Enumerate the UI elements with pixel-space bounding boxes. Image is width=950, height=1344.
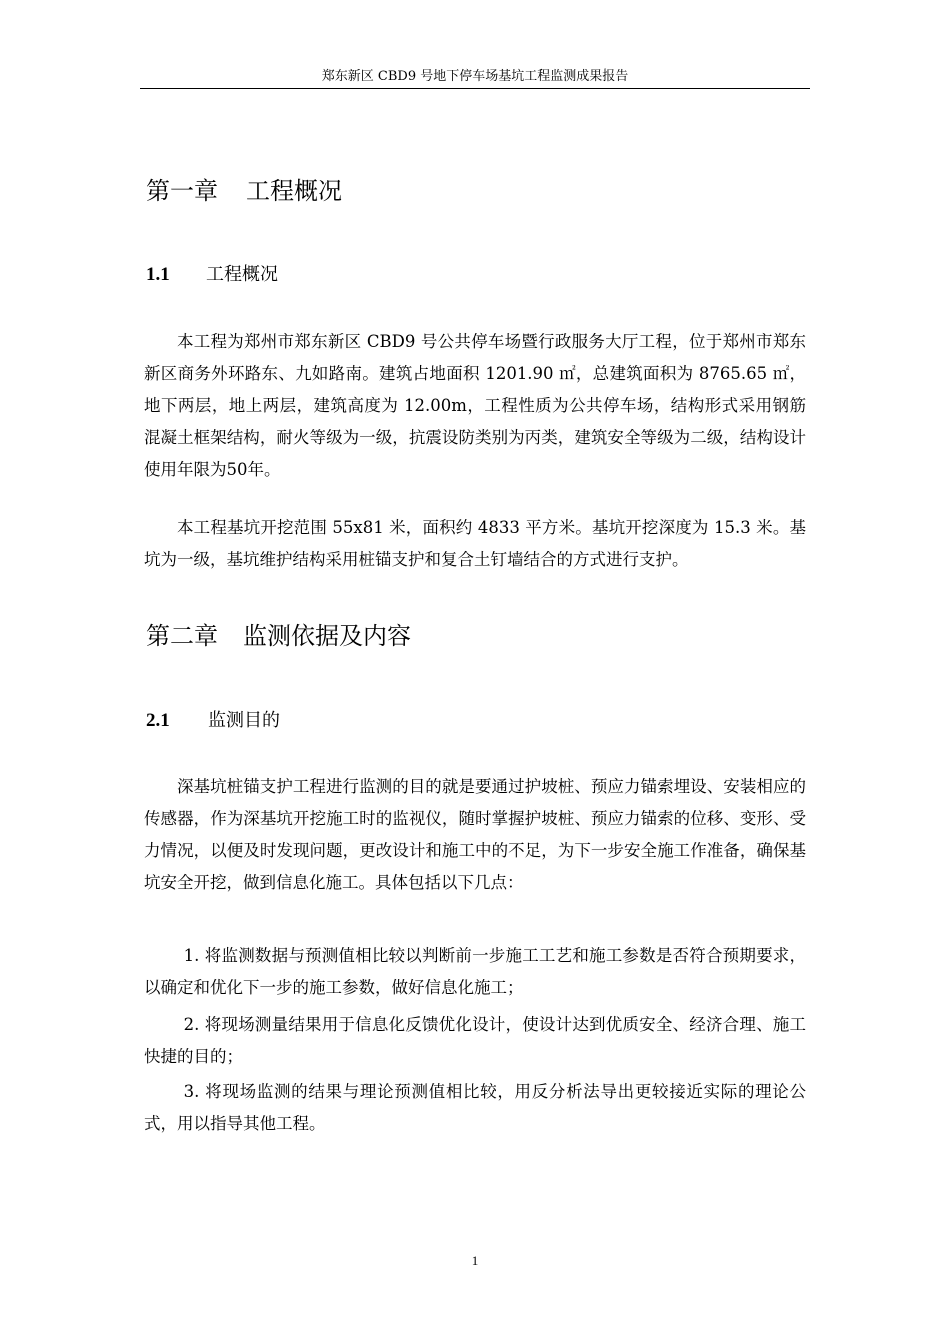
paragraph: 本工程基坑开挖范围 55x81 米，面积约 4833 平方米。基坑开挖深度为 15.3 米。基坑为一级，基坑维护结构采用桩锚支护和复合土钉墙结合的方式进行支护。 <box>144 518 806 569</box>
section-heading-2-1 <box>146 707 280 734</box>
chapter-number: 第二章 <box>146 622 218 650</box>
page-number: 1 <box>471 1253 479 1268</box>
running-header: 郑东新区 CBD9 号地下停车场基坑工程监测成果报告 <box>321 69 629 84</box>
header-rule <box>140 88 810 89</box>
paragraph: 深基坑桩锚支护工程进行监测的目的就是要通过护坡桩、预应力锚索埋设、安装相应的传感器，作为深基坑开挖施工时的监视仪，随时掌握护坡桩、预应力锚索的位移、变形、受力情况，以便及时发现问题，更改设计和施工中的不足，为下一步安全施工作准备，确保基坑安全开挖，做到信息化施工。具体包括以下几点： <box>144 777 806 892</box>
list-item: 2. 将现场测量结果用于信息化反馈优化设计，使设计达到优质安全、经济合理、施工快捷的目的； <box>144 1015 806 1066</box>
paragraph: 本工程为郑州市郑东新区 CBD9 号公共停车场暨行政服务大厅工程，位于郑州市郑东新区商务外环路东、九如路南。建筑占地面积 1201.90 ㎡，总建筑面积为 8765.65 ㎡，地下两层，地上两层，建筑高度为 12.00m，工程性质为公共停车场，结构形式采用钢筋混凝土框架结构，耐火等级为一级，抗震设防类别为丙类，建筑安全等级为二级，结构设计使用年限为50年。 <box>144 332 806 479</box>
section-title: 工程概况 <box>206 264 278 285</box>
section-title: 监测目的 <box>208 710 280 731</box>
chapter-number: 第一章 <box>146 177 218 205</box>
chapter-heading-1 <box>146 176 342 206</box>
chapter-title: 监测依据及内容 <box>243 622 411 650</box>
chapter-heading-2 <box>146 621 411 651</box>
section-number: 1.1 <box>146 264 170 285</box>
list-item: 1. 将监测数据与预测值相比较以判断前一步施工工艺和施工参数是否符合预期要求，以确定和优化下一步的施工参数，做好信息化施工； <box>144 946 806 997</box>
section-heading-1-1 <box>146 261 278 288</box>
chapter-title: 工程概况 <box>246 177 342 205</box>
section-number: 2.1 <box>146 710 170 731</box>
list-item: 3. 将现场监测的结果与理论预测值相比较，用反分析法导出更较接近实际的理论公式，用以指导其他工程。 <box>144 1082 806 1133</box>
